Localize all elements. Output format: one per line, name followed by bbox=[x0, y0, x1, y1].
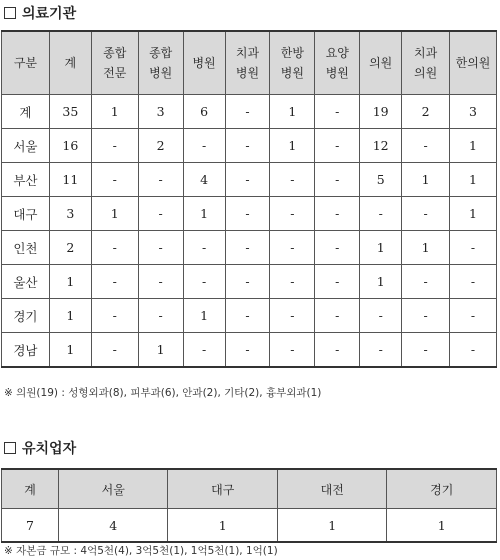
table-cell: - bbox=[270, 197, 315, 231]
table-cell: 경기 bbox=[2, 299, 50, 333]
table-row bbox=[2, 333, 497, 368]
table-header-row bbox=[2, 31, 497, 95]
table-cell: - bbox=[91, 231, 138, 265]
column-header: 종합 병원 bbox=[138, 31, 183, 95]
table-cell: - bbox=[225, 299, 270, 333]
table-row bbox=[2, 197, 497, 231]
table-cell: - bbox=[402, 333, 450, 368]
table-cell: 1 bbox=[402, 163, 450, 197]
table-cell: - bbox=[225, 265, 270, 299]
column-header: 요양 병원 bbox=[315, 31, 360, 95]
table-cell: - bbox=[315, 299, 360, 333]
table-cell: - bbox=[315, 333, 360, 368]
table-cell: 1 bbox=[49, 265, 91, 299]
table-row bbox=[2, 299, 497, 333]
table-cell: - bbox=[225, 95, 270, 129]
table-row bbox=[2, 163, 497, 197]
table-cell: - bbox=[183, 333, 225, 368]
table-cell: 1 bbox=[450, 197, 497, 231]
table-cell: - bbox=[402, 265, 450, 299]
medical-institutions-table bbox=[1, 30, 497, 368]
table-cell: - bbox=[450, 231, 497, 265]
table-cell: 1 bbox=[387, 509, 497, 543]
table-cell: 1 bbox=[360, 265, 402, 299]
section-heading-medical-institutions bbox=[4, 3, 76, 23]
table-cell: 1 bbox=[49, 299, 91, 333]
table-cell: - bbox=[270, 163, 315, 197]
table-cell: - bbox=[91, 333, 138, 368]
table-cell: - bbox=[360, 299, 402, 333]
table-cell: - bbox=[138, 231, 183, 265]
table-cell: 1 bbox=[402, 231, 450, 265]
table-cell: - bbox=[138, 163, 183, 197]
table-cell: - bbox=[360, 333, 402, 368]
table-cell: - bbox=[402, 129, 450, 163]
column-header: 치과 의원 bbox=[402, 31, 450, 95]
table-cell: 부산 bbox=[2, 163, 50, 197]
table-cell: 3 bbox=[49, 197, 91, 231]
column-header: 경기 bbox=[387, 469, 497, 509]
attraction-agents-table bbox=[1, 468, 497, 543]
table-cell: 1 bbox=[183, 197, 225, 231]
table-cell: - bbox=[270, 265, 315, 299]
table-cell: 1 bbox=[450, 163, 497, 197]
table-cell: 3 bbox=[138, 95, 183, 129]
table-cell: - bbox=[91, 265, 138, 299]
table-cell: - bbox=[360, 197, 402, 231]
column-header: 의원 bbox=[360, 31, 402, 95]
table-cell: 1 bbox=[450, 129, 497, 163]
table-cell: - bbox=[225, 129, 270, 163]
checkbox-square-icon bbox=[4, 7, 16, 19]
table-cell: 19 bbox=[360, 95, 402, 129]
table-cell: - bbox=[315, 265, 360, 299]
table-cell: - bbox=[138, 299, 183, 333]
table-cell: 계 bbox=[2, 95, 50, 129]
table-cell: - bbox=[225, 231, 270, 265]
table-row bbox=[2, 509, 497, 543]
table-cell: 3 bbox=[450, 95, 497, 129]
table-cell: - bbox=[138, 265, 183, 299]
table-cell: - bbox=[183, 265, 225, 299]
table-cell: - bbox=[315, 231, 360, 265]
table-cell: - bbox=[183, 129, 225, 163]
table-cell: - bbox=[91, 299, 138, 333]
table-cell: - bbox=[91, 129, 138, 163]
column-header: 계 bbox=[49, 31, 91, 95]
column-header: 계 bbox=[2, 469, 59, 509]
table-cell: - bbox=[225, 333, 270, 368]
table-cell: - bbox=[270, 333, 315, 368]
section-title: 유치업자 bbox=[22, 441, 77, 457]
table-cell: - bbox=[315, 95, 360, 129]
table-cell: - bbox=[225, 197, 270, 231]
table-cell: 서울 bbox=[2, 129, 50, 163]
table-cell: - bbox=[450, 299, 497, 333]
table-cell: 35 bbox=[49, 95, 91, 129]
table-cell: 1 bbox=[91, 95, 138, 129]
table-cell: - bbox=[270, 299, 315, 333]
section-title: 의료기관 bbox=[22, 6, 77, 22]
table-cell: 2 bbox=[49, 231, 91, 265]
table-cell: - bbox=[138, 197, 183, 231]
table-row bbox=[2, 95, 497, 129]
table-cell: 1 bbox=[168, 509, 277, 543]
table-header-row bbox=[2, 469, 497, 509]
checkbox-square-icon bbox=[4, 442, 16, 454]
table-row bbox=[2, 265, 497, 299]
section-heading-attraction-agents bbox=[4, 438, 76, 458]
table-cell: - bbox=[315, 129, 360, 163]
table-cell: - bbox=[402, 299, 450, 333]
table-cell: 1 bbox=[183, 299, 225, 333]
table-cell: 2 bbox=[402, 95, 450, 129]
table-cell: 1 bbox=[49, 333, 91, 368]
table-cell: 1 bbox=[360, 231, 402, 265]
table-cell: 7 bbox=[2, 509, 59, 543]
table-row bbox=[2, 129, 497, 163]
table-cell: 1 bbox=[270, 129, 315, 163]
table-cell: 4 bbox=[183, 163, 225, 197]
column-header: 대구 bbox=[168, 469, 277, 509]
table-cell: 6 bbox=[183, 95, 225, 129]
table-cell: 1 bbox=[270, 95, 315, 129]
column-header: 한의원 bbox=[450, 31, 497, 95]
table-cell: 5 bbox=[360, 163, 402, 197]
table-cell: - bbox=[270, 231, 315, 265]
column-header: 한방 병원 bbox=[270, 31, 315, 95]
table-cell: - bbox=[183, 231, 225, 265]
table-cell: 인천 bbox=[2, 231, 50, 265]
column-header: 병원 bbox=[183, 31, 225, 95]
column-header: 치과 병원 bbox=[225, 31, 270, 95]
table-cell: 4 bbox=[59, 509, 168, 543]
table-cell: - bbox=[225, 163, 270, 197]
table-cell: - bbox=[315, 197, 360, 231]
column-header: 구분 bbox=[2, 31, 50, 95]
table-cell: 2 bbox=[138, 129, 183, 163]
column-header: 서울 bbox=[59, 469, 168, 509]
table-cell: 울산 bbox=[2, 265, 50, 299]
table-cell: 1 bbox=[277, 509, 386, 543]
table-cell: - bbox=[450, 333, 497, 368]
table-cell: 1 bbox=[91, 197, 138, 231]
attraction-agents-footnote: ※ 자본금 규모 : 4억5천(4), 3억5천(1), 1억5천(1), 1억(1) bbox=[4, 545, 278, 557]
table-cell: - bbox=[402, 197, 450, 231]
table-cell: 경남 bbox=[2, 333, 50, 368]
column-header: 종합 전문 bbox=[91, 31, 138, 95]
column-header: 대전 bbox=[277, 469, 386, 509]
table-cell: 16 bbox=[49, 129, 91, 163]
table-row bbox=[2, 231, 497, 265]
table-cell: - bbox=[91, 163, 138, 197]
table-cell: 12 bbox=[360, 129, 402, 163]
table-cell: 1 bbox=[138, 333, 183, 368]
table-cell: - bbox=[450, 265, 497, 299]
table-cell: - bbox=[315, 163, 360, 197]
table-cell: 11 bbox=[49, 163, 91, 197]
table-cell: 대구 bbox=[2, 197, 50, 231]
medical-institutions-footnote: ※ 의원(19) : 성형외과(8), 피부과(6), 안과(2), 기타(2), 흉부외과(1) bbox=[4, 387, 322, 399]
